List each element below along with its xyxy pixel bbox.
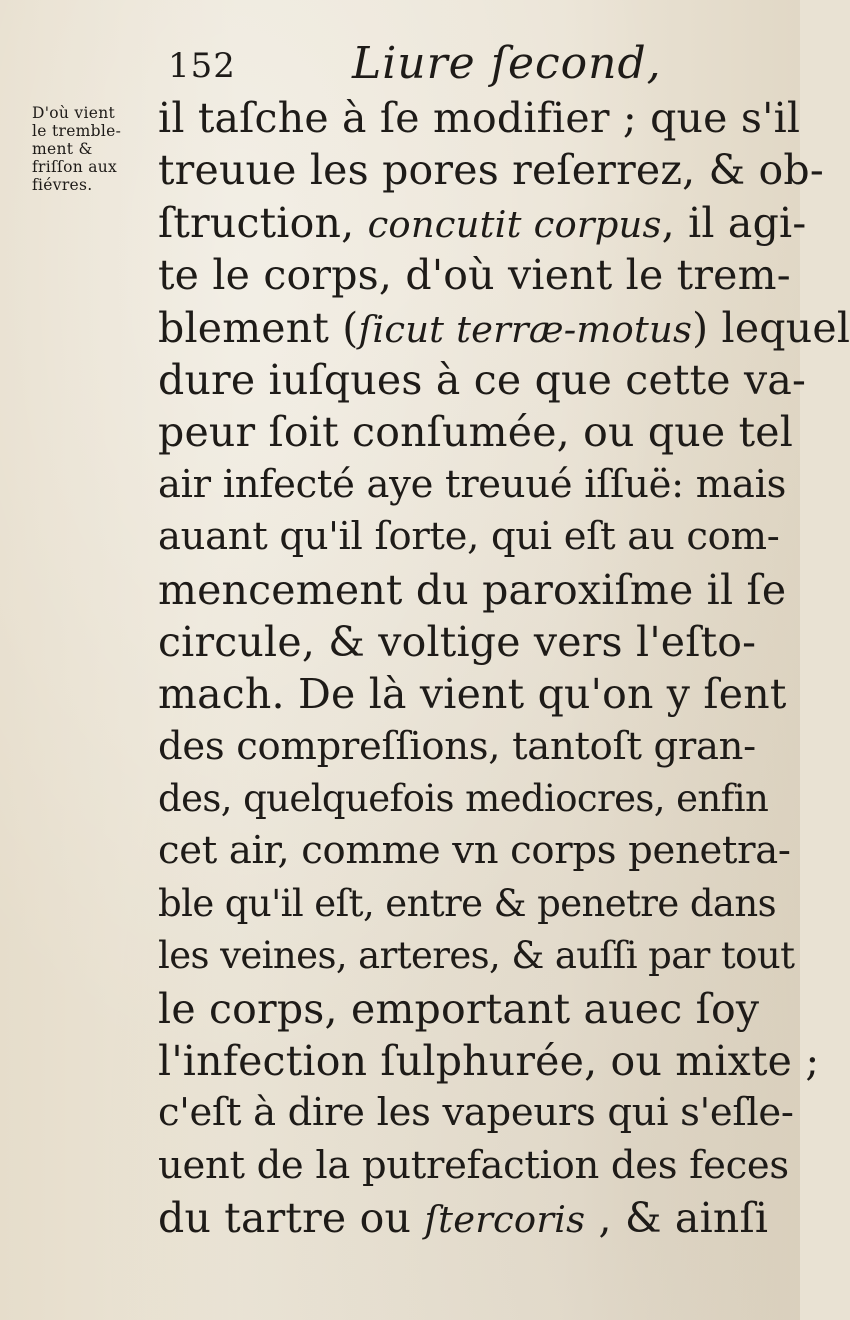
text-line: uent de la putrefaction des feces	[158, 1142, 789, 1188]
page-number: 152	[168, 46, 236, 86]
latin-phrase: ſtercoris	[424, 1198, 586, 1242]
text-line: il taſche à ſe modifier ; que s'il	[158, 94, 801, 142]
text-run: , & ainſi	[585, 1194, 769, 1243]
text-line: l'infection ſulphurée, ou mixte ;	[158, 1037, 820, 1086]
text-line	[158, 1192, 769, 1244]
margin-note-line: D'où vient	[32, 104, 116, 122]
text-line	[158, 197, 807, 249]
text-line: mach. De là vient qu'on y ſent	[158, 670, 787, 719]
text-line: les veines, arteres, & auſſi par tout	[158, 934, 795, 978]
body-text	[158, 92, 850, 1245]
margin-note	[32, 104, 162, 194]
text-run: ) lequel	[692, 303, 850, 352]
text-line: dure iuſques à ce que cette va-	[158, 355, 807, 404]
text-line: c'eſt à dire les vapeurs qui s'eſle-	[158, 1090, 794, 1136]
text-line: treuue les pores reſerrez, & ob-	[158, 146, 824, 195]
text-line: ble qu'il eſt, entre & penetre dans	[158, 881, 776, 925]
text-run: ſtruction,	[158, 198, 368, 247]
text-line: des, quelquefois mediocres, enfin	[158, 777, 769, 821]
text-line: air infecté aye treuué iſſuë: mais	[158, 461, 787, 507]
margin-note-line: ment &	[32, 140, 93, 158]
text-run: blement (	[158, 303, 359, 352]
text-line: mencement du paroxiſme il ſe	[158, 565, 787, 614]
margin-note-line: le tremble-	[32, 122, 122, 140]
text-line: le corps, emportant auec ſoy	[158, 984, 760, 1033]
text-line: te le corps, d'où vient le trem-	[158, 251, 791, 300]
text-line: circule, & voltige vers l'eſto-	[158, 617, 757, 666]
text-line: cet air, comme vn corps penetra-	[158, 828, 791, 874]
latin-phrase: concutit corpus	[367, 202, 662, 246]
running-title: Liure ſecond,	[352, 38, 662, 89]
latin-phrase: ſicut terræ-motus	[358, 307, 693, 351]
text-line: des compreſſions, tantoſt gran-	[158, 723, 756, 769]
text-line: peur ſoit conſumée, ou que tel	[158, 408, 794, 457]
text-line	[158, 302, 850, 354]
text-line: auant qu'il ſorte, qui eſt au com-	[158, 514, 780, 560]
margin-note-line: fiévres.	[32, 176, 93, 194]
running-header	[0, 38, 800, 98]
margin-note-line: friſſon aux	[32, 158, 118, 176]
text-run: , il agi-	[661, 198, 807, 247]
text-run: du tartre ou	[158, 1194, 425, 1243]
